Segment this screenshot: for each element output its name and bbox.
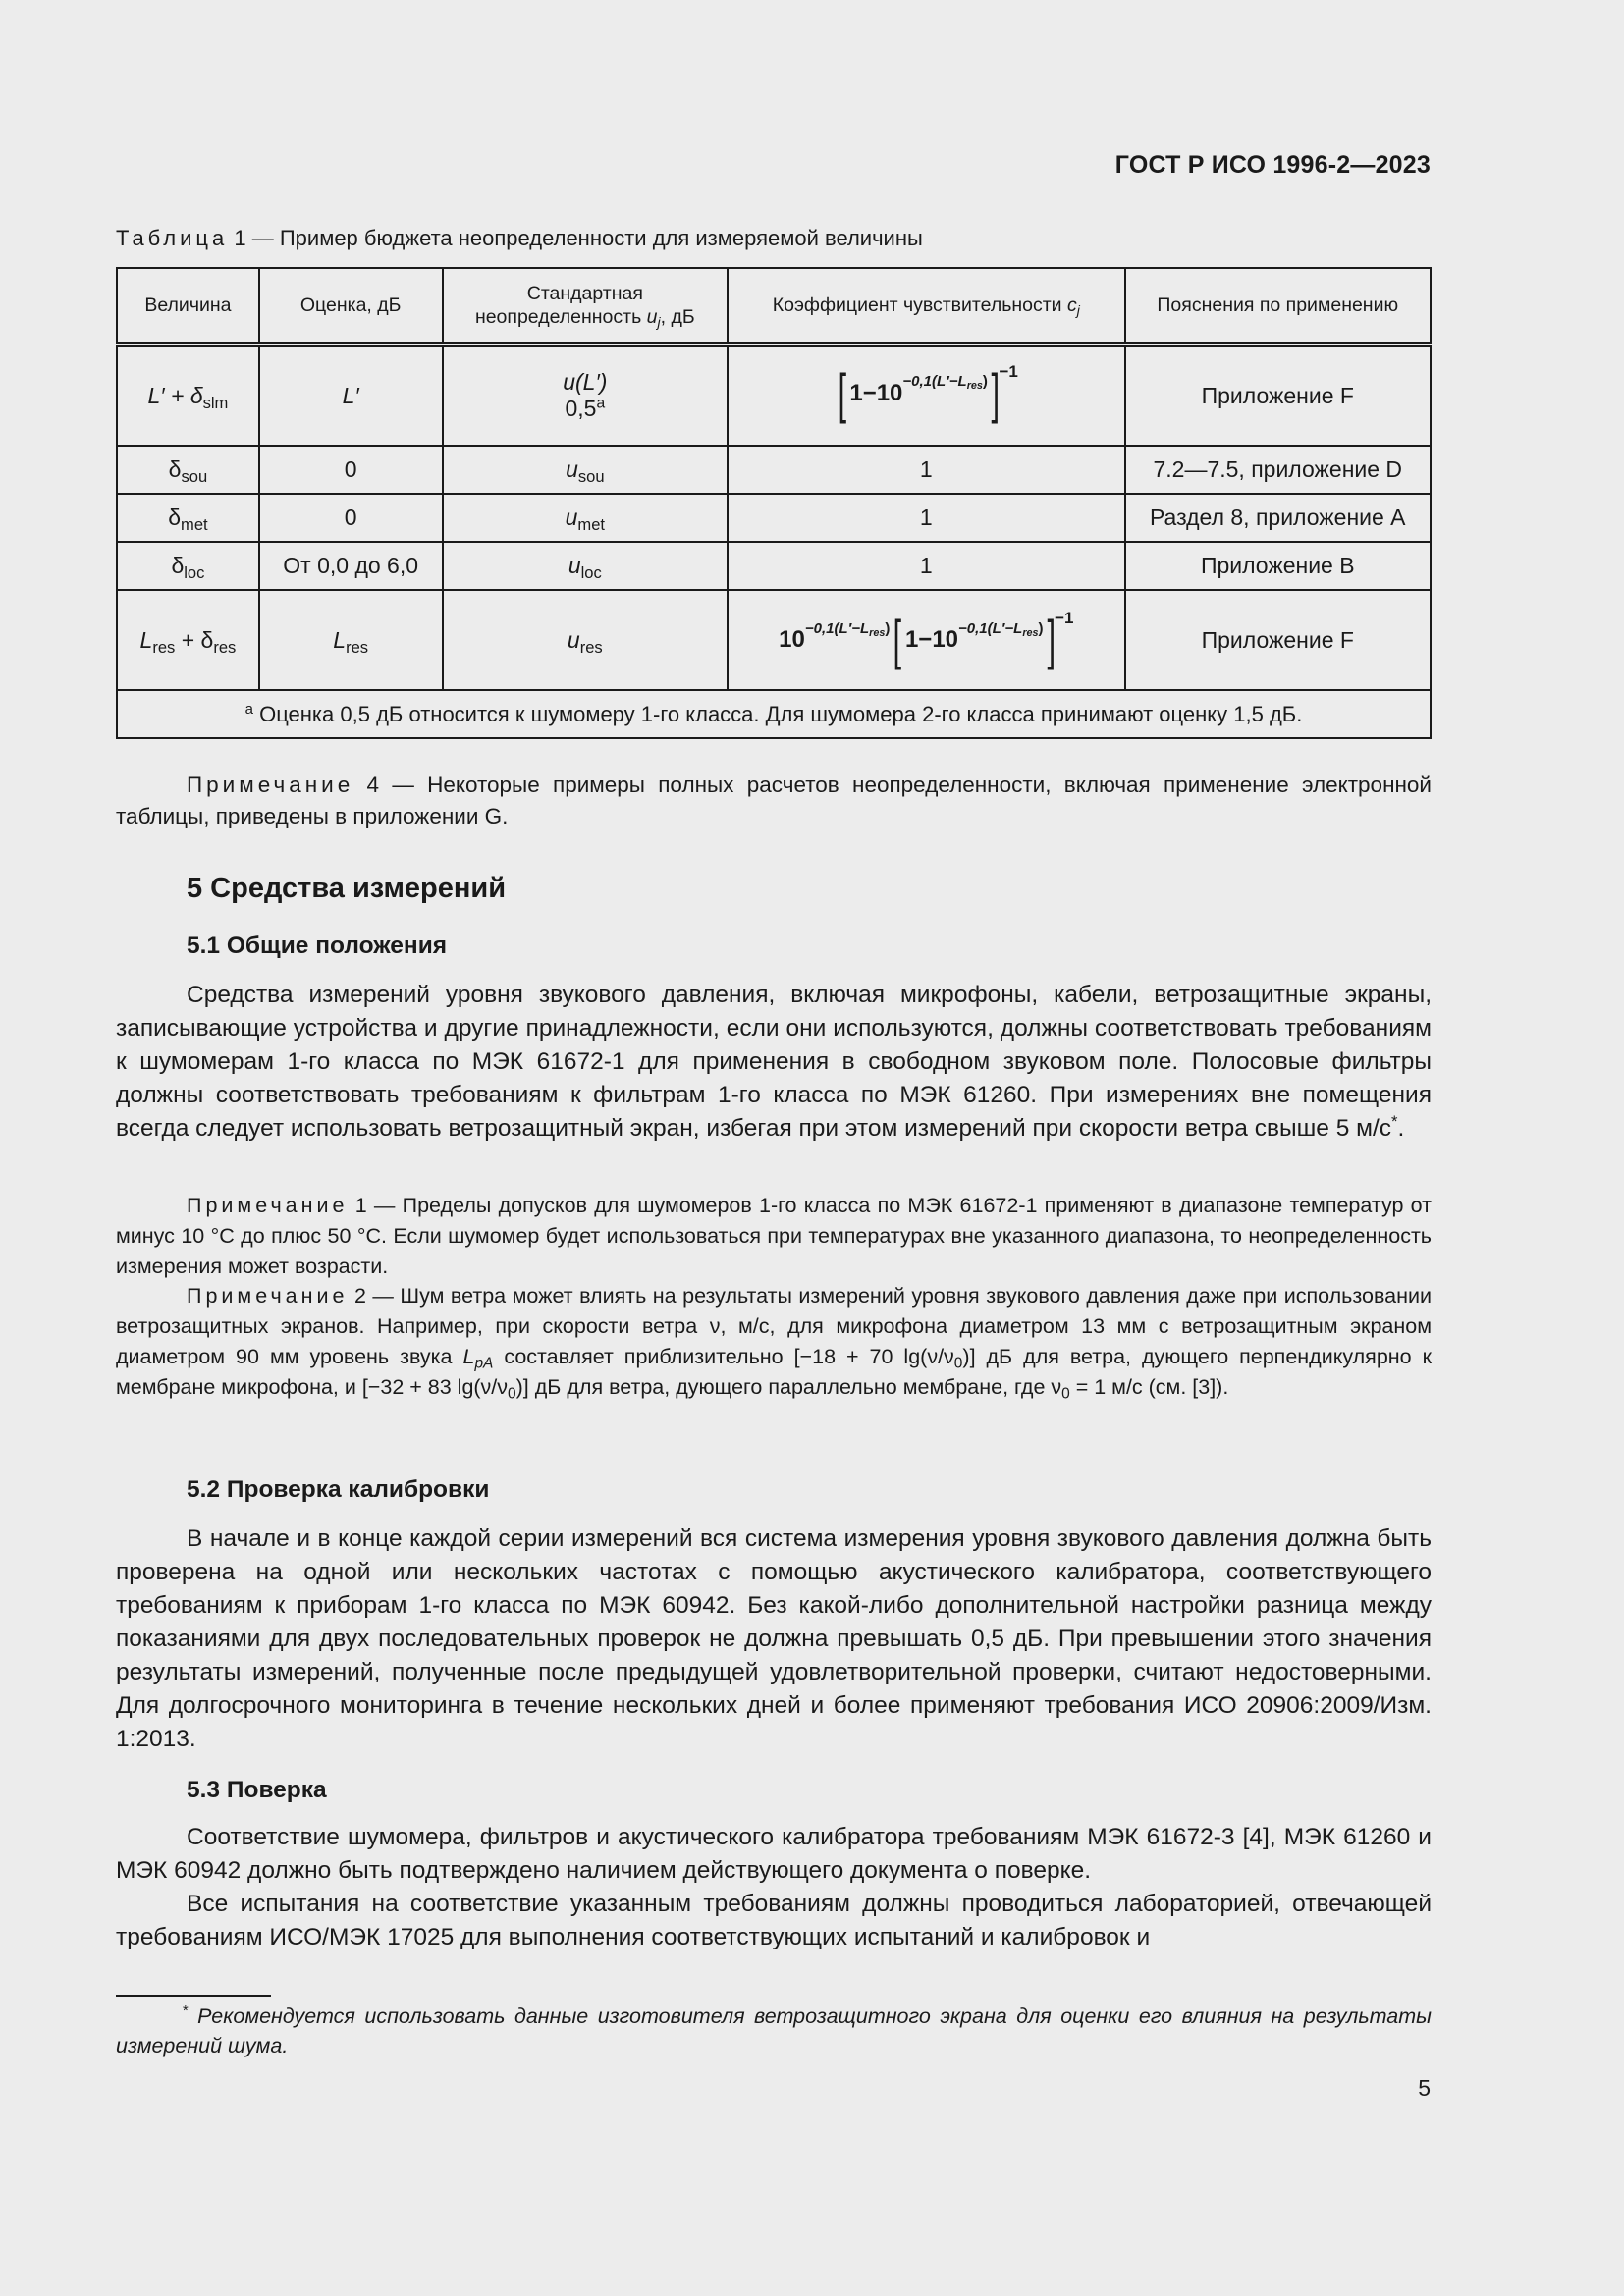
cell-notes: Приложение В bbox=[1125, 542, 1431, 590]
table-header-row bbox=[117, 268, 1431, 345]
footnote-divider bbox=[116, 1995, 271, 1997]
cell-sensitivity-formula bbox=[728, 590, 1124, 690]
cell-notes: Приложение F bbox=[1125, 590, 1431, 690]
uncertainty-budget-table bbox=[116, 267, 1432, 739]
standard-header: ГОСТ Р ИСО 1996-2—2023 bbox=[1114, 151, 1431, 179]
table-row bbox=[117, 494, 1431, 542]
section-5-1-paragraph: Средства измерений уровня звукового давления, включая микрофоны, кабели, ветрозащитные экраны, записывающие устройства и другие принадлежности, если они используются, должны соответствовать требованиям к шумомерам 1-го класса по МЭК 61672-1 для применения в свободном звуковом поле. Полосовые фильтры должны соответствовать требованиям к фильтрам 1-го класса по МЭК 61260. При измерениях вне помещения всегда следует использовать ветрозащитный экран, избегая при этом измерений при скорости ветра свыше 5 м/с*. bbox=[116, 982, 1432, 1142]
table-row bbox=[117, 590, 1431, 690]
table-caption bbox=[116, 226, 923, 251]
note-1: Примечание 1 — Пределы допусков для шумомеров 1-го класса по МЭК 61672-1 применяют в диапазоне температур от минус 10 °С до плюс 50 °С. Если шумомер будет использоваться при температурах вне указанного диапазона, то неопределенность измерения может возрасти. bbox=[116, 1194, 1432, 1278]
cell-uncertainty: u(L′) 0,5$^a$ bbox=[443, 345, 729, 447]
table-row bbox=[117, 446, 1431, 494]
header-sensitivity: Коэффициент чувствительности $c_j$ bbox=[728, 268, 1124, 345]
sensitivity-formula: 10 $-0,1(L'-L_{res})$ [ 1−10 $-0,1(L'-L_{res})$ ] −1 bbox=[779, 609, 1074, 670]
section-5-3-title: 5.3 Поверка bbox=[187, 1777, 327, 1803]
cell-sensitivity-formula bbox=[728, 345, 1124, 447]
page-footnote: * Рекомендуется использовать данные изготовителя ветрозащитного экрана для оценки его влияния на результаты измерений шума. bbox=[116, 2002, 1432, 2057]
header-quantity: Величина bbox=[117, 268, 259, 345]
cell-uncertainty: $u_{res}$ bbox=[443, 590, 729, 690]
cell-notes: Приложение F bbox=[1125, 345, 1431, 447]
section-5-1-title: 5.1 Общие положения bbox=[187, 933, 448, 959]
note-4: Примечание 4 — Некоторые примеры полных расчетов неопределенности, включая применение электронной таблицы, приведены в приложении G. bbox=[116, 773, 1432, 828]
table-footnote: $^a$ Оценка 0,5 дБ относится к шумомеру 1-го класса. Для шумомера 2-го класса принимают оценку 1,5 дБ. bbox=[117, 690, 1431, 738]
cell-uncertainty: $u_{loc}$ bbox=[443, 542, 729, 590]
cell-estimate: От 0,0 до 6,0 bbox=[259, 542, 443, 590]
cell-quantity: $L_{res} + \delta_{res}$ bbox=[117, 590, 259, 690]
cell-estimate: $L_{res}$ bbox=[259, 590, 443, 690]
cell-estimate: 0 bbox=[259, 446, 443, 494]
table-row bbox=[117, 345, 1431, 447]
section-5-title: 5 Средства измерений bbox=[187, 873, 507, 904]
cell-uncertainty: $u_{sou}$ bbox=[443, 446, 729, 494]
header-estimate: Оценка, дБ bbox=[259, 268, 443, 345]
cell-quantity: $\delta_{sou}$ bbox=[117, 446, 259, 494]
section-5-2-title: 5.2 Проверка калибровки bbox=[187, 1476, 490, 1503]
table-footnote-row bbox=[117, 690, 1431, 738]
cell-sensitivity: 1 bbox=[728, 542, 1124, 590]
cell-sensitivity: 1 bbox=[728, 446, 1124, 494]
cell-uncertainty: $u_{met}$ bbox=[443, 494, 729, 542]
section-5-2-paragraph: В начале и в конце каждой серии измерений вся система измерения уровня звукового давления должна быть проверена на одной или нескольких частотах с помощью акустического калибратора, соответствующего требованиям к приборам 1-го класса по МЭК 60942. Без какой-либо дополнительной настройки разница между показаниями для двух последовательных проверок не должна превышать 0,5 дБ. При превышении этого значения результаты измерений, полученные после предыдущей удовлетворительной проверки, считают недостоверными. Для долгосрочного мониторинга в течение нескольких дней и более применяют требования ИСО 20906:2009/Изм. 1:2013. bbox=[116, 1525, 1432, 1752]
table-row bbox=[117, 542, 1431, 590]
page-number: 5 bbox=[1418, 2075, 1431, 2101]
sensitivity-formula: [ 1−10 $-0,1(L'-L_{res})$ ] −1 bbox=[838, 361, 1018, 424]
table-caption-text: 1 — Пример бюджета неопределенности для измеряемой величины bbox=[234, 226, 923, 250]
header-std-uncertainty: Стандартная неопределенность $u_j$, дБ bbox=[443, 268, 729, 345]
cell-estimate: 0 bbox=[259, 494, 443, 542]
cell-sensitivity: 1 bbox=[728, 494, 1124, 542]
cell-quantity: $\delta_{met}$ bbox=[117, 494, 259, 542]
cell-estimate: L′ bbox=[259, 345, 443, 447]
cell-quantity: $\delta_{loc}$ bbox=[117, 542, 259, 590]
table-caption-word: Таблица bbox=[116, 226, 229, 250]
cell-quantity: $L' + \delta_{slm}$ bbox=[117, 345, 259, 447]
cell-notes: 7.2—7.5, приложение D bbox=[1125, 446, 1431, 494]
header-notes: Пояснения по применению bbox=[1125, 268, 1431, 345]
section-5-3-paragraph-2: Все испытания на соответствие указанным требованиям должны проводиться лабораторией, отвечающей требованиям ИСО/МЭК 17025 для выполнения соответствующих испытаний и калибровок и bbox=[116, 1891, 1432, 1950]
cell-notes: Раздел 8, приложение А bbox=[1125, 494, 1431, 542]
section-5-3-paragraph-1: Соответствие шумомера, фильтров и акустического калибратора требованиям МЭК 61672-3 [4], МЭК 61260 и МЭК 60942 должно быть подтверждено наличием действующего документа о поверке. bbox=[116, 1824, 1432, 1884]
note-2: Примечание 2 — Шум ветра может влиять на результаты измерений уровня звукового давления даже при использовании ветрозащитных экранов. Например, при скорости ветра ν, м/с, для микрофона диаметром 13 мм с ветрозащитным экраном диаметром 90 мм уровень звука $L_{pA}$ составляет приблизительно [−18 + 70 $\lg(\nu/\nu_0)$] дБ для ветра, дующего перпендикулярно к мембране микрофона, и [−32 + 83 $\lg(\nu/\nu_0)$] дБ для ветра, дующего параллельно мембране, где $\nu_0 = 1$ м/с (см. [3]). bbox=[116, 1284, 1432, 1403]
